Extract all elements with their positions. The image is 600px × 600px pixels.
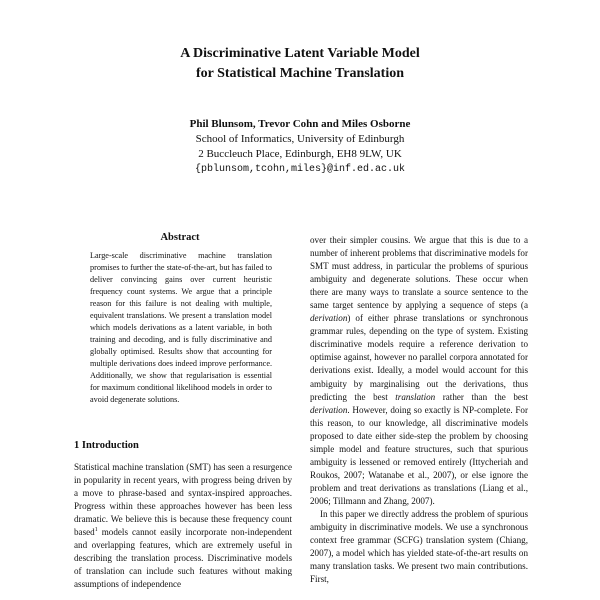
right-text-d: . However, doing so exactly is NP-complete. For this reason, to our knowledge, all discriminative models proposed to date either side-step the problem by choosing simple model and feature structures, such that spurious ambiguity is lessened or removed entirely (Ittycheriah and Roukos, 2007; Watanabe et al., 2007), or else ignore the problem and treat derivations as translations (Liang et al., 2006; Tillmann and Zhang, 2007). bbox=[310, 404, 528, 506]
right-paragraph-2: In this paper we directly address the problem of spurious ambiguity in discriminative models. We use a synchronous context free grammar (SCFG) translation system (Chiang, 2007), a model which has yielded state-of-the-art results on many translation tasks. We present two main contributions. First, bbox=[310, 508, 528, 585]
emph-derivation-2: derivation bbox=[310, 404, 348, 415]
footnote-marker: 1 bbox=[94, 526, 98, 533]
intro-text-b: models cannot easily incorporate non-independent and overlapping features, which are extremely useful in describing the translation process. Discriminative models of translation can include such features without making assumptions of independence bbox=[74, 527, 292, 589]
right-paragraph-1 bbox=[310, 234, 528, 508]
section-heading-introduction: 1 Introduction bbox=[74, 440, 139, 451]
abstract-text: Large-scale discriminative machine translation promises to further the state-of-the-art, but has failed to deliver convincing gains over current heuristic frequency count systems. We argue that a principle reason for this failure is not dealing with multiple, equivalent translations. We present a translation model which models derivations as a latent variable, in both training and decoding, and is fully discriminative and globally optimised. Results show that accounting for multiple derivations does indeed improve performance. Additionally, we show that regularisation is essential for maximum conditional likelihood models in order to avoid degenerate solutions. bbox=[90, 251, 272, 404]
author-address: 2 Buccleuch Place, Edinburgh, EH8 9LW, UK bbox=[198, 148, 402, 160]
author-email: {pblunsom,tcohn,miles}@inf.ed.ac.uk bbox=[194, 164, 406, 175]
abstract-heading: Abstract bbox=[160, 232, 200, 243]
intro-text-a: Statistical machine translation (SMT) has seen a resurgence in popularity in recent years, with progress being driven by a move to phrase-based and syntax-inspired approaches. Progress within these approaches however has been less dramatic. We believe this is because these frequency count based bbox=[74, 462, 292, 537]
intro-paragraph-1 bbox=[74, 461, 292, 591]
right-text-a: over their simpler cousins. We argue that this is due to a number of inherent problems that discriminative models for SMT must address, in particular the problems of spurious ambiguity and degenerate solutions. These occur when there are many ways to translate a source sentence to the same target sentence by applying a sequence of steps (a bbox=[310, 235, 528, 311]
emph-derivation: derivation bbox=[310, 313, 348, 324]
abstract-body bbox=[90, 250, 272, 406]
title-line-2: for Statistical Machine Translation bbox=[195, 66, 405, 81]
intro-column-left bbox=[74, 461, 292, 591]
author-names: Phil Blunsom, Trevor Cohn and Miles Osborne bbox=[189, 118, 411, 130]
author-block bbox=[0, 117, 600, 177]
paper-title bbox=[0, 44, 600, 84]
author-affiliation: School of Informatics, University of Edinburgh bbox=[195, 133, 405, 145]
right-text-c: rather than the best bbox=[435, 391, 528, 402]
emph-translation: translation bbox=[395, 391, 436, 402]
right-column bbox=[310, 234, 528, 586]
title-line-1: A Discriminative Latent Variable Model bbox=[180, 46, 420, 61]
right-text-b: ) of either phrase translations or synchronous grammar rules, depending on the type of system. Existing discriminative models require a reference derivation to optimise against, however no parallel corpora annotated for derivations exist. Ideally, a model would account for this ambiguity by marginalising out the derivations, thus predicting the best bbox=[310, 313, 528, 402]
